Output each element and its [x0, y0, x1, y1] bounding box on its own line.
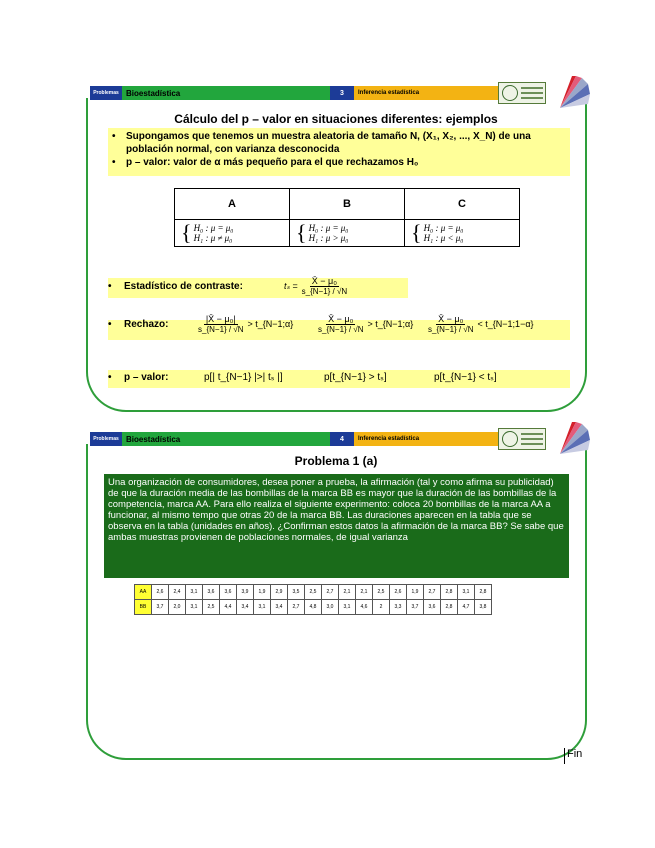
- table-cell: 3,1: [458, 585, 475, 600]
- table-cell: 3,6: [203, 585, 220, 600]
- intro-box: [108, 128, 570, 176]
- table-cell: 3,1: [186, 600, 203, 615]
- row-label-aa: AA: [135, 585, 152, 600]
- row-label-bb: BB: [135, 600, 152, 615]
- fin-button[interactable]: Fin: [564, 748, 586, 764]
- table-cell: 2,8: [441, 600, 458, 615]
- bullet-pvalue: • p – valor: valor de α más pequeño para el que rechazamos H₀: [112, 157, 419, 168]
- header-tag: Problemas: [90, 432, 122, 446]
- table-cell: 2,6: [390, 585, 407, 600]
- col-header-c: C: [405, 189, 520, 220]
- slide-3: [86, 80, 586, 412]
- table-cell: 2,4: [169, 585, 186, 600]
- slide-title: Cálculo del p – valor en situaciones diferentes: ejemplos: [174, 112, 498, 126]
- university-seal-icon: [498, 82, 546, 104]
- table-cell: 4,4: [220, 600, 237, 615]
- hypothesis-c: { H₀ : μ = μ₀ H₁ : μ < μ₀: [405, 220, 520, 247]
- hypothesis-a: { H₀ : μ = μ₀ H₁ : μ ≠ μ₀: [175, 220, 290, 247]
- hypothesis-table: [174, 188, 520, 247]
- bullet-sample: • Supongamos que tenemos un muestra aleatoria de tamaño N, (X₁, X₂, ..., X_N) de una población normal, con varianza desconocida: [112, 131, 531, 155]
- table-cell: 3,8: [475, 600, 492, 615]
- table-cell: 4,7: [458, 600, 475, 615]
- table-cell: 4,6: [356, 600, 373, 615]
- fan-logo-icon: [558, 74, 592, 112]
- hypothesis-b: { H₀ : μ = μ₀ H₁ : μ > μ₀: [290, 220, 405, 247]
- table-cell: 3,1: [186, 585, 203, 600]
- slide-title: Problema 1 (a): [294, 454, 378, 468]
- header-page-number: 3: [330, 86, 354, 100]
- university-seal-icon: [498, 428, 546, 450]
- pvalue-b: p[t_{N−1} > tₛ]: [324, 372, 387, 383]
- header-tag: Problemas: [90, 86, 122, 100]
- table-cell: 2,7: [322, 585, 339, 600]
- table-cell: 2,6: [152, 585, 169, 600]
- table-cell: 3,4: [271, 600, 288, 615]
- data-table: [134, 584, 492, 615]
- table-cell: 2: [373, 600, 390, 615]
- table-cell: 2,0: [169, 600, 186, 615]
- table-cell: 2,5: [373, 585, 390, 600]
- rejection-row: • Rechazo: $\frac{\text{|X̄ − μ₀|}}{s\_\{N-1\} / √N}$ > t_{N−1;α} $\frac{\text{X̄ − μ₀}}{s\_\{N-1\} / √N}$ > t_{N−1;α} $\frac{\text{X̄ − μ₀}}{s\_\{N-1\} / √N}$ < t_{N−1;1−α}: [108, 314, 534, 334]
- header-topic: Inferencia estadística: [354, 432, 500, 446]
- pvalue-c: p[t_{N−1} < tₛ]: [434, 372, 497, 383]
- table-cell: 3,7: [152, 600, 169, 615]
- table-cell: 3,4: [237, 600, 254, 615]
- table-cell: 4,8: [305, 600, 322, 615]
- table-cell: 2,5: [305, 585, 322, 600]
- table-cell: 2,8: [475, 585, 492, 600]
- col-header-b: B: [290, 189, 405, 220]
- slide-header: [90, 432, 560, 446]
- header-subject: Bioestadística: [122, 432, 330, 446]
- table-cell: 2,1: [339, 585, 356, 600]
- statistic-formula: tₛ = $\frac{\text{X̄ − μ₀}}{s\_\{N-1\} / √N}$: [284, 276, 348, 296]
- table-cell: 1,9: [407, 585, 424, 600]
- slide-header: [90, 86, 560, 100]
- table-cell: 2,8: [441, 585, 458, 600]
- table-cell: 1,9: [254, 585, 271, 600]
- table-cell: 3,9: [237, 585, 254, 600]
- statistic-row: • Estadístico de contraste: tₛ = $\frac{\text{X̄ − μ₀}}{s\_\{N-1\} / √N}$: [108, 276, 568, 296]
- table-cell: 2,7: [288, 600, 305, 615]
- rejection-c: $\frac{\text{X̄ − μ₀}}{s\_\{N-1\} / √N}$ < t_{N−1;1−α}: [428, 314, 534, 334]
- table-cell: 3,1: [339, 600, 356, 615]
- pvalue-row: • p – valor: p[| t_{N−1} |>| tₛ |] p[t_{N−1} > tₛ] p[t_{N−1} < tₛ]: [108, 372, 497, 383]
- rejection-label: Rechazo:: [124, 318, 169, 330]
- statistic-label: Estadístico de contraste:: [124, 280, 243, 292]
- header-subject: Bioestadística: [122, 86, 330, 100]
- table-row-bb: [135, 600, 492, 615]
- table-cell: 3,3: [390, 600, 407, 615]
- table-cell: 3,5: [288, 585, 305, 600]
- problem-statement: Una organización de consumidores, desea poner a prueba, la afirmación (tal y como afirma su publicidad) de que la duración media de las bombillas de la marca BB es mayor que la duración de las bombillas de la competencia, marca AA. Para ello realiza el siguiente experimento: coloca 20 bombillas de la marca AA a funcionar, al mismo tempo que otras 20 de la marca BB. Las duraciones aparecen en la tabla que se observa en la tabla (unidades en años). ¿Confirman estos datos la afirmación de la marca BB? Se sabe que ambas muestras provienen de poblaciones normales, de igual varianza: [104, 474, 569, 578]
- table-cell: 3,1: [254, 600, 271, 615]
- table-cell: 2,7: [424, 585, 441, 600]
- pvalue-label: p – valor:: [124, 372, 169, 383]
- rejection-a: $\frac{\text{|X̄ − μ₀|}}{s\_\{N-1\} / √N}$ > t_{N−1;α}: [198, 314, 294, 334]
- table-row-aa: [135, 585, 492, 600]
- header-page-number: 4: [330, 432, 354, 446]
- slide-4: [86, 426, 586, 760]
- table-cell: 3,7: [407, 600, 424, 615]
- header-topic: Inferencia estadística: [354, 86, 500, 100]
- table-cell: 3,0: [322, 600, 339, 615]
- table-cell: 2,9: [271, 585, 288, 600]
- col-header-a: A: [175, 189, 290, 220]
- table-cell: 2,1: [356, 585, 373, 600]
- table-cell: 3,6: [424, 600, 441, 615]
- pvalue-a: p[| t_{N−1} |>| tₛ |]: [204, 372, 283, 383]
- rejection-b: $\frac{\text{X̄ − μ₀}}{s\_\{N-1\} / √N}$ > t_{N−1;α}: [318, 314, 414, 334]
- table-cell: 3,6: [220, 585, 237, 600]
- table-cell: 2,5: [203, 600, 220, 615]
- fan-logo-icon: [558, 420, 592, 458]
